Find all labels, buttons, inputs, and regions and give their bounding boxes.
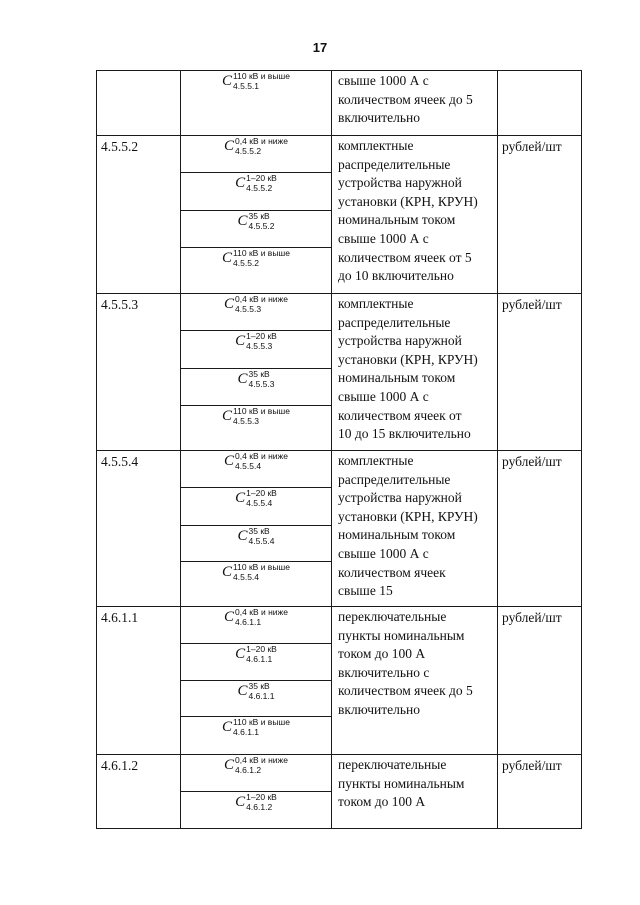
rate-symbol xyxy=(224,756,288,775)
rate-symbol-cell xyxy=(181,406,332,451)
description-line: свыше 1000 А с xyxy=(338,73,429,88)
table-row xyxy=(97,451,582,488)
description-line: переключательные xyxy=(338,609,447,624)
rate-symbol-letter: C xyxy=(235,490,246,506)
rate-symbol-letter: C xyxy=(237,528,248,544)
description-line: установки (КРН, КРУН) xyxy=(338,351,478,367)
description-line: свыше 1000 А с xyxy=(338,545,429,561)
description-line: комплектные xyxy=(338,138,414,153)
rate-symbol-cell xyxy=(181,607,332,644)
rate-symbol xyxy=(224,452,288,471)
item-code-subscript: 4.5.5.2 xyxy=(246,183,273,193)
description-cell xyxy=(332,136,498,294)
description-line: током до 100 А xyxy=(338,646,426,662)
table-row xyxy=(97,755,582,792)
rate-symbol-cell xyxy=(181,331,332,369)
description-line: устройства наружной xyxy=(338,175,462,191)
description-line: включительно xyxy=(338,701,421,717)
rate-symbol xyxy=(237,212,274,231)
rate-symbol-cell xyxy=(181,717,332,755)
voltage-class-label: 0,4 кВ и ниже xyxy=(235,136,288,146)
rate-symbol xyxy=(224,295,288,314)
item-code-subscript: 4.5.5.2 xyxy=(233,258,260,268)
item-code-subscript: 4.6.1.2 xyxy=(246,802,273,812)
voltage-class-label: 35 кВ xyxy=(248,369,270,379)
item-code-subscript: 4.6.1.1 xyxy=(246,654,273,664)
rate-symbol xyxy=(224,608,288,627)
description-line: свыше 1000 А с xyxy=(338,388,429,404)
description-line: установки (КРН, КРУН) xyxy=(338,508,478,524)
description-line: пункты номинальным xyxy=(338,775,465,791)
description-line: распределительные xyxy=(338,314,451,330)
item-code-subscript: 4.5.5.2 xyxy=(235,146,262,156)
description-cell xyxy=(332,451,498,607)
voltage-class-label: 0,4 кВ и ниже xyxy=(235,755,288,765)
description-line: количеством ячеек до 5 xyxy=(338,683,473,699)
description-cell xyxy=(332,607,498,755)
item-code-subscript: 4.5.5.4 xyxy=(248,536,275,546)
item-code-cell: 4.6.1.1 xyxy=(97,607,181,755)
rate-symbol xyxy=(235,174,277,193)
description-line: количеством ячеек от xyxy=(338,407,462,423)
unit-cell: рублей/шт xyxy=(498,136,582,294)
rate-symbol xyxy=(235,793,277,812)
voltage-class-label: 1–20 кВ xyxy=(246,173,277,183)
tariff-table-body xyxy=(97,71,582,829)
table-row xyxy=(97,294,582,331)
rate-symbol xyxy=(237,527,274,546)
description-line: номинальным током xyxy=(338,527,456,543)
description-line: устройства наружной xyxy=(338,333,462,349)
item-code-subscript: 4.5.5.3 xyxy=(248,379,275,389)
item-code-subscript: 4.6.1.2 xyxy=(235,765,262,775)
description-line: комплектные xyxy=(338,453,414,468)
rate-symbol-letter: C xyxy=(222,73,233,89)
rate-symbol xyxy=(224,137,288,156)
item-code-cell: 4.5.5.3 xyxy=(97,294,181,451)
rate-symbol-cell xyxy=(181,369,332,406)
rate-symbol-letter: C xyxy=(222,408,233,424)
voltage-class-label: 1–20 кВ xyxy=(246,644,277,654)
unit-cell: рублей/шт xyxy=(498,294,582,451)
rate-symbol-letter: C xyxy=(235,175,246,191)
description-line: количеством ячеек от 5 xyxy=(338,249,472,265)
page-number: 17 xyxy=(312,40,328,55)
description-line: пункты номинальным xyxy=(338,627,465,643)
rate-symbol-cell xyxy=(181,644,332,681)
item-code-cell: 4.5.5.2 xyxy=(97,136,181,294)
rate-symbol-cell xyxy=(181,211,332,248)
description-line: количеством ячеек до 5 xyxy=(338,91,473,107)
unit-cell: рублей/шт xyxy=(498,607,582,755)
description-line: распределительные xyxy=(338,471,451,487)
item-code-subscript: 4.6.1.1 xyxy=(235,617,262,627)
description-line: номинальным током xyxy=(338,370,456,386)
rate-symbol xyxy=(222,407,290,426)
description-line: переключательные xyxy=(338,757,447,772)
rate-symbol-letter: C xyxy=(224,757,235,773)
rate-symbol-letter: C xyxy=(237,371,248,387)
rate-symbol xyxy=(235,489,277,508)
tariff-table xyxy=(96,70,582,829)
voltage-class-label: 1–20 кВ xyxy=(246,792,277,802)
description-cell xyxy=(332,294,498,451)
description-line: включительно с xyxy=(338,664,430,680)
voltage-class-label: 0,4 кВ и ниже xyxy=(235,607,288,617)
rate-symbol-cell xyxy=(181,488,332,526)
item-code-subscript: 4.6.1.1 xyxy=(233,727,260,737)
rate-symbol-cell xyxy=(181,792,332,829)
item-code-subscript: 4.5.5.4 xyxy=(235,461,262,471)
description-cell xyxy=(332,755,498,829)
description-line: установки (КРН, КРУН) xyxy=(338,193,478,209)
description-line: 10 до 15 включительно xyxy=(338,426,471,442)
table-row xyxy=(97,136,582,173)
item-code-subscript: 4.5.5.1 xyxy=(233,81,260,91)
rate-symbol-cell xyxy=(181,173,332,211)
item-code-subscript: 4.5.5.4 xyxy=(246,498,273,508)
item-code-subscript: 4.5.5.3 xyxy=(235,304,262,314)
item-code-subscript: 4.5.5.4 xyxy=(233,572,260,582)
rate-symbol-letter: C xyxy=(235,646,246,662)
description-line: количеством ячеек xyxy=(338,564,446,580)
description-line: током до 100 А xyxy=(338,794,426,810)
rate-symbol xyxy=(222,72,290,91)
item-code-subscript: 4.5.5.2 xyxy=(248,221,275,231)
item-code-cell: 4.5.5.4 xyxy=(97,451,181,607)
rate-symbol xyxy=(237,370,274,389)
voltage-class-label: 35 кВ xyxy=(248,681,270,691)
rate-symbol xyxy=(222,249,290,268)
voltage-class-label: 35 кВ xyxy=(248,526,270,536)
rate-symbol-cell xyxy=(181,562,332,607)
voltage-class-label: 110 кВ и выше xyxy=(233,406,290,416)
item-code-subscript: 4.5.5.3 xyxy=(233,416,260,426)
description-line: до 10 включительно xyxy=(338,268,454,284)
voltage-class-label: 1–20 кВ xyxy=(246,331,277,341)
description-line: номинальным током xyxy=(338,212,456,228)
unit-cell: рублей/шт xyxy=(498,451,582,607)
table-row xyxy=(97,71,582,136)
rate-symbol-letter: C xyxy=(237,213,248,229)
table-row xyxy=(97,607,582,644)
description-line: свыше 15 xyxy=(338,583,393,599)
unit-cell xyxy=(498,71,582,136)
rate-symbol-letter: C xyxy=(224,609,235,625)
voltage-class-label: 110 кВ и выше xyxy=(233,562,290,572)
description-cell xyxy=(332,71,498,136)
description-line: комплектные xyxy=(338,296,414,311)
voltage-class-label: 35 кВ xyxy=(248,211,270,221)
rate-symbol-cell xyxy=(181,71,332,136)
rate-symbol xyxy=(235,332,277,351)
rate-symbol-letter: C xyxy=(237,683,248,699)
description-line: включительно xyxy=(338,110,421,126)
rate-symbol-cell xyxy=(181,248,332,294)
voltage-class-label: 110 кВ и выше xyxy=(233,71,290,81)
unit-cell: рублей/шт xyxy=(498,755,582,829)
voltage-class-label: 0,4 кВ и ниже xyxy=(235,451,288,461)
description-line: устройства наружной xyxy=(338,490,462,506)
rate-symbol-cell xyxy=(181,136,332,173)
rate-symbol xyxy=(237,682,274,701)
rate-symbol-letter: C xyxy=(222,719,233,735)
rate-symbol-cell xyxy=(181,294,332,331)
item-code-subscript: 4.5.5.3 xyxy=(246,341,273,351)
rate-symbol-letter: C xyxy=(222,250,233,266)
rate-symbol-letter: C xyxy=(235,794,246,810)
rate-symbol-letter: C xyxy=(224,138,235,154)
item-code-cell xyxy=(97,71,181,136)
rate-symbol-letter: C xyxy=(235,333,246,349)
voltage-class-label: 110 кВ и выше xyxy=(233,248,290,258)
rate-symbol xyxy=(222,563,290,582)
rate-symbol-cell xyxy=(181,451,332,488)
item-code-subscript: 4.6.1.1 xyxy=(248,691,275,701)
description-line: распределительные xyxy=(338,156,451,172)
item-code-cell: 4.6.1.2 xyxy=(97,755,181,829)
voltage-class-label: 1–20 кВ xyxy=(246,488,277,498)
rate-symbol xyxy=(222,718,290,737)
rate-symbol-cell xyxy=(181,681,332,717)
rate-symbol-letter: C xyxy=(222,564,233,580)
rate-symbol-cell xyxy=(181,526,332,562)
rate-symbol-letter: C xyxy=(224,296,235,312)
rate-symbol xyxy=(235,645,277,664)
rate-symbol-cell xyxy=(181,755,332,792)
description-line: свыше 1000 А с xyxy=(338,230,429,246)
voltage-class-label: 0,4 кВ и ниже xyxy=(235,294,288,304)
voltage-class-label: 110 кВ и выше xyxy=(233,717,290,727)
rate-symbol-letter: C xyxy=(224,453,235,469)
